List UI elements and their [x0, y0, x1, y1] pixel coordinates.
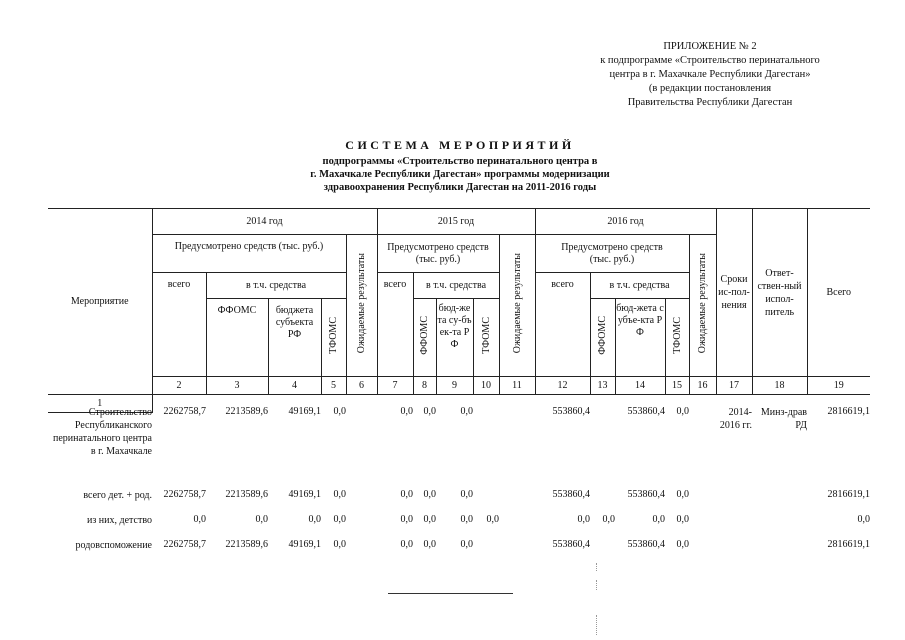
cell-terms	[716, 487, 752, 512]
cell	[473, 404, 499, 487]
subtitle-line: здравоохранения Республики Дагестан на 2011-2016 годы	[323, 182, 597, 193]
cell: 49169,1	[288, 489, 321, 500]
subtitle-line: подпрограммы «Строительство перинатального центра в	[322, 156, 598, 167]
cell: 49169,1	[288, 406, 321, 417]
header-terms: Сроки ис-пол-нения	[716, 209, 752, 377]
colnum: 17	[716, 377, 752, 395]
table-row	[48, 512, 870, 537]
header-provided-2016: Предусмотрено средств (тыс. руб.)	[535, 235, 689, 273]
row-name: родовспоможение	[75, 540, 152, 551]
header-incl-2014: в т.ч. средства	[206, 273, 346, 299]
row-name: из них, детство	[87, 515, 152, 526]
cell: 2262758,7	[163, 406, 206, 417]
cell: 0,0	[308, 514, 321, 525]
table-row	[48, 487, 870, 512]
colnum: 5	[321, 377, 346, 395]
header-tfoms-2015: ТФОМС	[473, 299, 499, 377]
header-ffoms-2016: ФФОМС	[590, 299, 615, 377]
cell: 553860,4	[552, 539, 590, 550]
cell: 553860,4	[627, 539, 665, 550]
appendix-line: Правительства Республики Дагестан	[627, 97, 793, 108]
cell: 0,0	[333, 489, 346, 500]
cell: 0,0	[423, 406, 436, 417]
colnum: 13	[590, 377, 615, 395]
colnum: 2	[152, 377, 206, 395]
colnum: 3	[206, 377, 268, 395]
header-activity: Мероприятие	[48, 209, 152, 395]
colnum: 12	[535, 377, 590, 395]
cell	[590, 487, 615, 512]
cell: 0,0	[676, 406, 689, 417]
scan-mark	[596, 615, 597, 635]
cell-executor	[752, 487, 807, 512]
header-year-2015: 2015 год	[377, 209, 535, 235]
header-expected-2016: Ожидаемые результаты	[689, 235, 716, 377]
header-tfoms-2014: ТФОМС	[321, 299, 346, 377]
main-title: СИСТЕМА МЕРОПРИЯТИЙ	[345, 138, 575, 152]
cell-executor	[752, 537, 807, 562]
cell: 2213589,6	[225, 406, 268, 417]
cell: 0,0	[652, 514, 665, 525]
header-total-2016: всего	[535, 273, 590, 377]
header-incl-2016: в т.ч. средства	[590, 273, 689, 299]
scan-mark	[596, 580, 597, 590]
header-tfoms-2016: ТФОМС	[665, 299, 689, 377]
colnum: 10	[473, 377, 499, 395]
cell: 0,0	[400, 514, 413, 525]
cell: 2213589,6	[225, 539, 268, 550]
colnum: 16	[689, 377, 716, 395]
header-ffoms-2014: ФФОМС	[206, 299, 268, 377]
cell: 0,0	[193, 514, 206, 525]
cell-executor	[752, 512, 807, 537]
document-title	[220, 138, 700, 194]
cell: 0,0	[577, 514, 590, 525]
cell: 49169,1	[288, 539, 321, 550]
header-provided-2015: Предусмотрено средств (тыс. руб.)	[377, 235, 499, 273]
row-name: всего дет. + род.	[83, 490, 152, 501]
cell-grand-total: 2816619,1	[827, 539, 870, 550]
cell: 0,0	[460, 514, 473, 525]
cell-terms	[716, 512, 752, 537]
cell: 0,0	[400, 539, 413, 550]
cell	[590, 537, 615, 562]
cell: 0,0	[333, 514, 346, 525]
header-year-2014: 2014 год	[152, 209, 377, 235]
appendix-line: (в редакции постановления	[648, 83, 772, 94]
header-expected-2015: Ожидаемые результаты	[499, 235, 535, 377]
cell-terms: 2014-2016 гг.	[719, 407, 752, 431]
colnum: 19	[807, 377, 870, 395]
colnum: 18	[752, 377, 807, 395]
colnum: 15	[665, 377, 689, 395]
colnum: 11	[499, 377, 535, 395]
cell-grand-total: 2816619,1	[827, 406, 870, 417]
subtitle-line: г. Махачкале Республики Дагестан» программы модернизации	[310, 169, 610, 180]
header-total-2015: всего	[377, 273, 413, 377]
header-grand-total: Всего	[807, 209, 870, 377]
cell	[473, 487, 499, 512]
measures-table	[48, 208, 870, 413]
header-year-2016: 2016 год	[535, 209, 716, 235]
cell: 553860,4	[627, 489, 665, 500]
colnum: 7	[377, 377, 413, 395]
row-name: Строительство Республиканского перинатального центра в г. Махачкале	[52, 407, 152, 457]
cell: 0,0	[333, 406, 346, 417]
cell: 553860,4	[552, 489, 590, 500]
cell: 0,0	[255, 514, 268, 525]
cell: 0,0	[676, 514, 689, 525]
colnum: 6	[346, 377, 377, 395]
appendix-heading	[560, 40, 860, 110]
cell: 553860,4	[627, 406, 665, 417]
colnum: 4	[268, 377, 321, 395]
table-row	[48, 404, 870, 487]
cell: 0,0	[486, 514, 499, 525]
table-row	[48, 537, 870, 562]
cell: 0,0	[423, 489, 436, 500]
header-budget-2016: бюд-жета субъе-кта РФ	[615, 299, 665, 377]
colnum: 1	[48, 395, 152, 413]
cell	[473, 537, 499, 562]
cell: 0,0	[460, 489, 473, 500]
footer-rule	[388, 593, 513, 594]
cell: 0,0	[460, 406, 473, 417]
appendix-line: к подпрограмме «Строительство перинатального	[600, 55, 820, 66]
cell: 0,0	[460, 539, 473, 550]
cell: 553860,4	[552, 406, 590, 417]
header-budget-2014: бюджета субъекта РФ	[268, 299, 321, 377]
cell: 0,0	[333, 539, 346, 550]
header-budget-2015: бюд-жета су-бъек-та РФ	[436, 299, 473, 377]
cell-executor: Минз-драв РД	[760, 407, 807, 431]
header-total-2014: всего	[152, 273, 206, 377]
header-incl-2015: в т.ч. средства	[413, 273, 499, 299]
header-executor: Ответ-ствен-ный испол-питель	[752, 209, 807, 377]
cell-grand-total: 0,0	[857, 514, 870, 525]
cell: 0,0	[676, 539, 689, 550]
cell: 0,0	[400, 406, 413, 417]
cell: 2262758,7	[163, 539, 206, 550]
cell: 0,0	[676, 489, 689, 500]
cell-grand-total: 2816619,1	[827, 489, 870, 500]
cell: 2262758,7	[163, 489, 206, 500]
cell: 0,0	[423, 514, 436, 525]
header-provided-2014: Предусмотрено средств (тыс. руб.)	[152, 235, 346, 273]
cell: 0,0	[400, 489, 413, 500]
cell	[590, 404, 615, 487]
scan-mark	[596, 563, 597, 571]
measures-table-body	[48, 404, 870, 562]
cell: 0,0	[602, 514, 615, 525]
colnum: 8	[413, 377, 436, 395]
cell-terms	[716, 537, 752, 562]
appendix-line: ПРИЛОЖЕНИЕ № 2	[663, 41, 757, 52]
cell: 2213589,6	[225, 489, 268, 500]
header-ffoms-2015: ФФОМС	[413, 299, 436, 377]
appendix-line: центра в г. Махачкале Республики Дагестан»	[609, 69, 811, 80]
cell: 0,0	[423, 539, 436, 550]
colnum: 9	[436, 377, 473, 395]
header-expected-2014: Ожидаемые результаты	[346, 235, 377, 377]
colnum: 14	[615, 377, 665, 395]
